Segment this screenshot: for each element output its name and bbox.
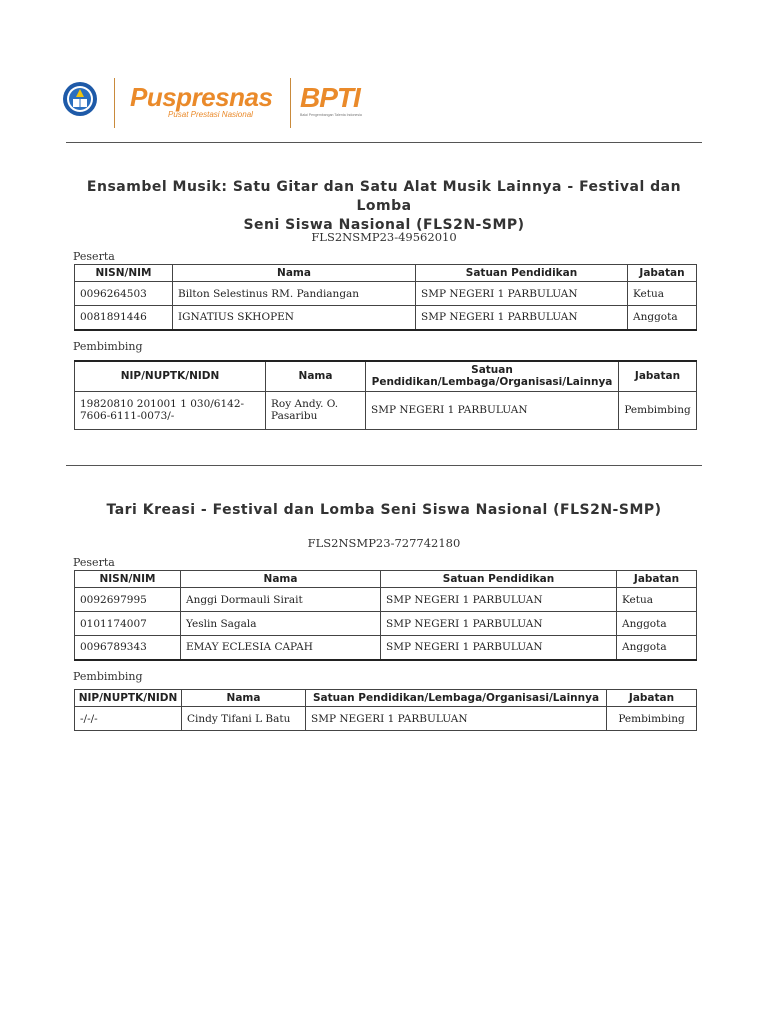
bpti-subtitle: Balai Pengembangan Talenta Indonesia xyxy=(300,113,362,117)
peserta-table xyxy=(74,264,697,331)
nama-cell: Anggi Dormauli Sirait xyxy=(181,588,381,612)
table-header-row xyxy=(75,690,697,707)
column-header: Jabatan xyxy=(617,571,697,588)
nama-cell: Cindy Tifani L Batu xyxy=(182,707,306,731)
table-header-row xyxy=(75,265,697,282)
column-header: Satuan Pendidikan/Lembaga/Organisasi/Lainnya xyxy=(306,690,607,707)
nip-line: 19820810 201001 1 030/6142- xyxy=(80,398,245,410)
pembimbing-label: Pembimbing xyxy=(73,670,143,683)
peserta-label: Peserta xyxy=(73,250,115,263)
column-header: NISN/NIM xyxy=(75,571,181,588)
nama-cell: Yeslin Sagala xyxy=(181,612,381,636)
satuan-cell: SMP NEGERI 1 PARBULUAN xyxy=(416,282,628,306)
nip-cell xyxy=(75,391,266,429)
nama-line: Pasaribu xyxy=(271,410,318,422)
section-title-line: Seni Siswa Nasional (FLS2N-SMP) xyxy=(243,217,525,233)
table-header-row xyxy=(75,361,697,391)
jabatan-cell: Ketua xyxy=(628,282,697,306)
column-header: Nama xyxy=(182,690,306,707)
satuan-cell: SMP NEGERI 1 PARBULUAN xyxy=(366,391,619,429)
column-header: Nama xyxy=(181,571,381,588)
satuan-cell: SMP NEGERI 1 PARBULUAN xyxy=(306,707,607,731)
jabatan-cell: Pembimbing xyxy=(607,707,697,731)
column-header: Satuan Pendidikan xyxy=(416,265,628,282)
table-row xyxy=(75,588,697,612)
section-title xyxy=(72,178,696,235)
section-divider xyxy=(66,465,702,466)
jabatan-cell: Anggota xyxy=(617,636,697,660)
nisn-cell: 0096789343 xyxy=(75,636,181,660)
table-header-row xyxy=(75,571,697,588)
nama-line: Roy Andy. O. xyxy=(271,398,339,410)
column-header xyxy=(366,361,619,391)
satuan-cell: SMP NEGERI 1 PARBULUAN xyxy=(381,636,617,660)
jabatan-cell: Pembimbing xyxy=(619,391,697,429)
jabatan-cell: Anggota xyxy=(617,612,697,636)
pembimbing-label: Pembimbing xyxy=(73,340,143,353)
column-header: Nama xyxy=(266,361,366,391)
nisn-cell: 0101174007 xyxy=(75,612,181,636)
column-header: Jabatan xyxy=(628,265,697,282)
jabatan-cell: Anggota xyxy=(628,306,697,330)
table-row xyxy=(75,282,697,306)
puspresnas-subtitle: Pusat Prestasi Nasional xyxy=(168,110,253,119)
nisn-cell: 0092697995 xyxy=(75,588,181,612)
column-header: NISN/NIM xyxy=(75,265,173,282)
column-header: Nama xyxy=(173,265,416,282)
column-header: Jabatan xyxy=(619,361,697,391)
registration-code: FLS2NSMP23-727742180 xyxy=(307,536,461,550)
column-header: NIP/NUPTK/NIDN xyxy=(75,361,266,391)
logo-divider xyxy=(114,78,115,128)
nama-cell: EMAY ECLESIA CAPAH xyxy=(181,636,381,660)
satuan-cell: SMP NEGERI 1 PARBULUAN xyxy=(381,588,617,612)
nisn-cell: 0096264503 xyxy=(75,282,173,306)
kemendikbud-logo-icon xyxy=(62,81,98,117)
section-title xyxy=(72,501,696,520)
satuan-cell: SMP NEGERI 1 PARBULUAN xyxy=(416,306,628,330)
column-header: Satuan Pendidikan xyxy=(381,571,617,588)
bpti-logo: BPTI xyxy=(300,82,360,113)
table-row xyxy=(75,391,697,429)
nama-cell: Bilton Selestinus RM. Pandiangan xyxy=(173,282,416,306)
nama-cell: IGNATIUS SKHOPEN xyxy=(173,306,416,330)
peserta-label: Peserta xyxy=(73,556,115,569)
registration-code: FLS2NSMP23-49562010 xyxy=(311,230,457,244)
nisn-cell: 0081891446 xyxy=(75,306,173,330)
table-row xyxy=(75,707,697,731)
nama-cell xyxy=(266,391,366,429)
section-title-line: Ensambel Musik: Satu Gitar dan Satu Alat Musik Lainnya - Festival dan Lomba xyxy=(86,179,682,214)
peserta-table xyxy=(74,570,697,661)
table-row xyxy=(75,612,697,636)
puspresnas-logo: Puspresnas xyxy=(130,82,273,112)
nip-line: 7606-6111-0073/- xyxy=(80,410,175,422)
satuan-cell: SMP NEGERI 1 PARBULUAN xyxy=(381,612,617,636)
table-row xyxy=(75,636,697,660)
nip-cell: -/-/- xyxy=(75,707,182,731)
pembimbing-table xyxy=(74,689,697,731)
table-row xyxy=(75,306,697,330)
jabatan-cell: Ketua xyxy=(617,588,697,612)
header-logos xyxy=(62,76,402,132)
column-header: Jabatan xyxy=(607,690,697,707)
pembimbing-table xyxy=(74,360,697,430)
logo-divider xyxy=(290,78,291,128)
section-title-line: Tari Kreasi - Festival dan Lomba Seni Siswa Nasional (FLS2N-SMP) xyxy=(106,502,662,518)
section-divider xyxy=(66,142,702,143)
column-header: NIP/NUPTK/NIDN xyxy=(75,690,182,707)
column-header-line: Satuan xyxy=(471,364,513,377)
column-header-line: Pendidikan/Lembaga/Organisasi/Lainnya xyxy=(371,376,613,389)
